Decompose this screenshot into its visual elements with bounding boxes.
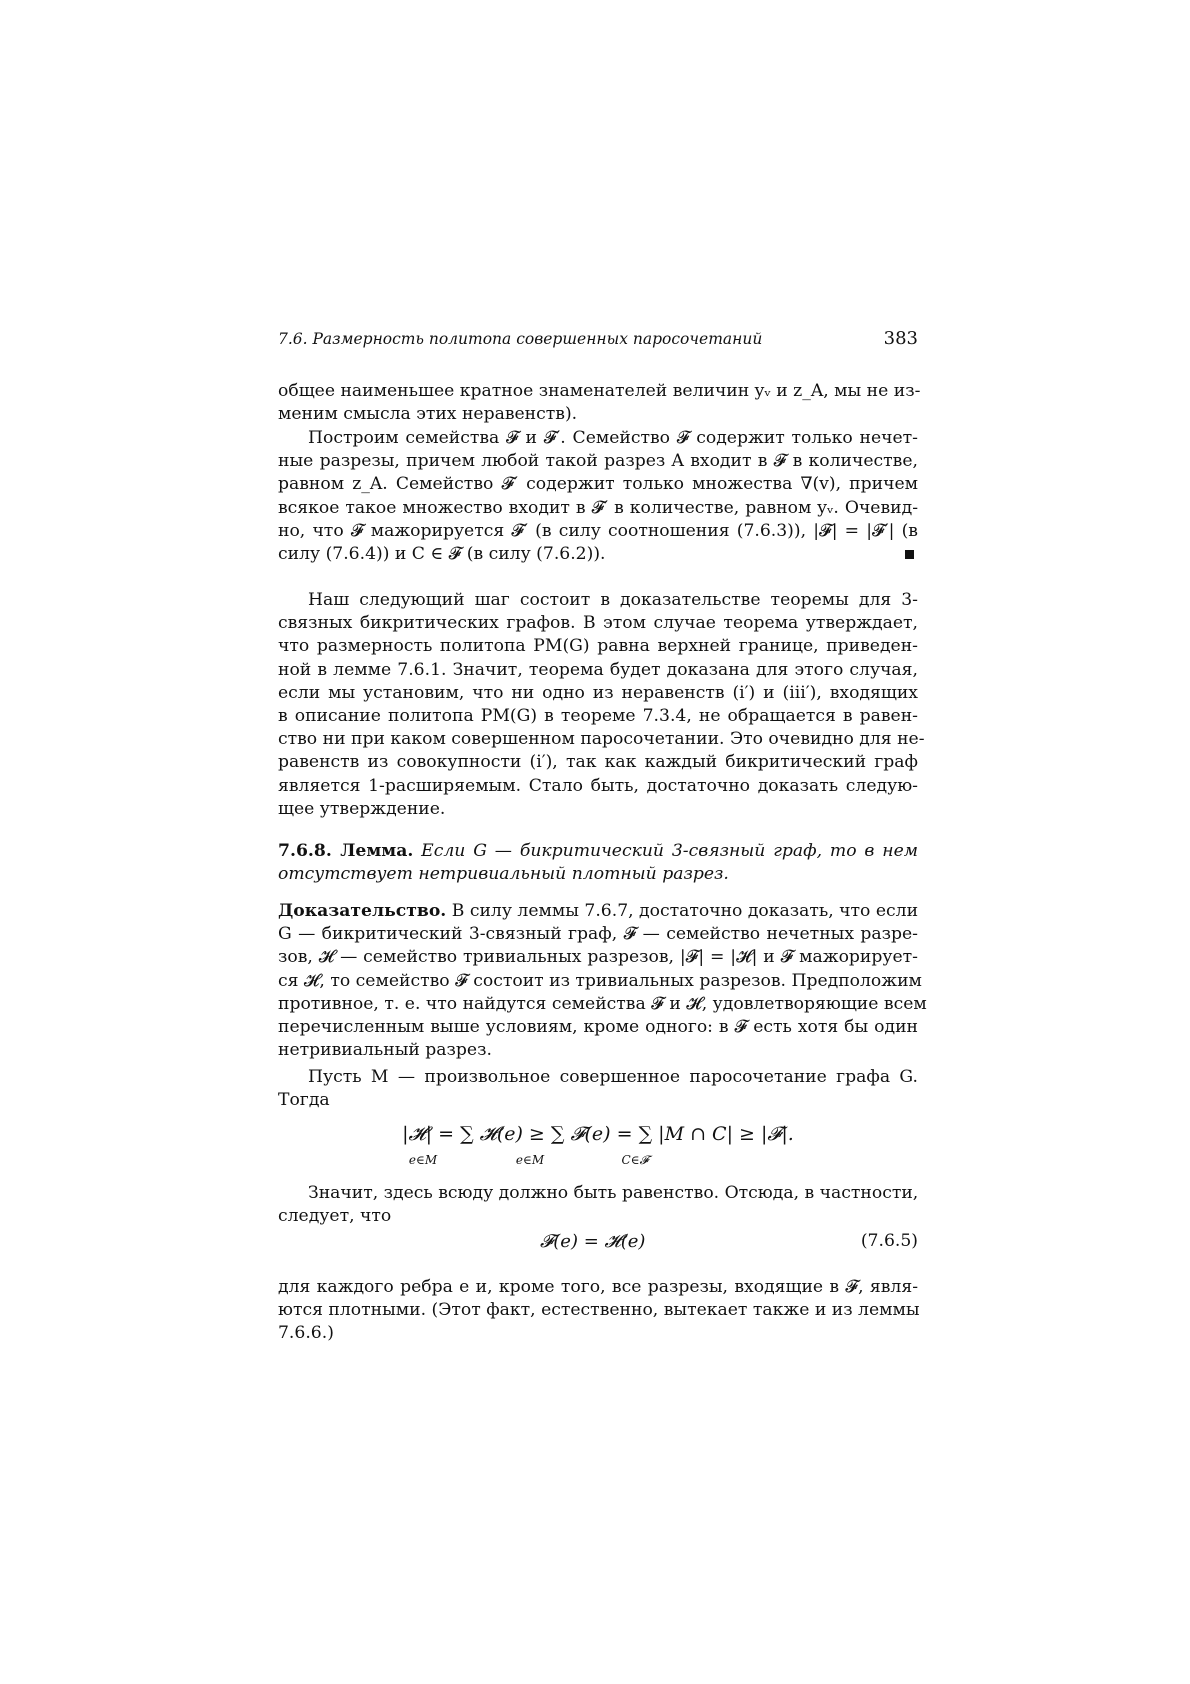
text-line: меним смысла этих неравенств). [278,404,578,425]
lemma-statement [278,840,918,886]
text-line: ются плотными. (Этот факт, естественно, вытекает также и из леммы [278,1300,920,1321]
sum-subscript: e∈M [515,1153,545,1167]
step-paragraph [278,589,925,821]
sum-formula [278,1114,918,1170]
proof-continuation [278,1066,918,1112]
lemma-label: 7.6.8. Лемма. [278,841,414,861]
text-line: 7.6.6.) [278,1323,334,1344]
text-line: ные разрезы, причем любой такой разрез A входит в 𝓕 в количестве, [278,451,918,472]
running-title: 7.6. Размерность политопа совершенных паросочетаний [278,330,763,348]
numbered-equation [278,1231,918,1257]
running-head [278,328,918,356]
lemma-text: отсутствует нетривиальный плотный разрез. [278,864,729,885]
text-line: Тогда [278,1090,330,1111]
sum-formula-text: |𝓗| = ∑ 𝓗(e) ≥ ∑ 𝓕(e) = ∑ |M ∩ C| ≥ |𝓕|. [402,1123,794,1145]
equation-number: (7.6.5) [860,1231,918,1251]
text-line: если мы установим, что ни одно из неравенств (i′) и (iii′), входящих [278,682,918,703]
text-line-with-qed [278,543,918,566]
intro-paragraph [278,380,921,426]
lemma-line [278,840,918,863]
text-line: Наш следующий шаг состоит в доказательстве теоремы для 3- [308,590,918,610]
text-line: силу (7.6.4)) и C ∈ 𝓕 (в силу (7.6.2)). [278,543,606,564]
sum-subscript: e∈M [408,1153,438,1167]
text-line: ной в лемме 7.6.1. Значит, теорема будет доказана для этого случая, [278,659,918,680]
sum-formula-graphic [278,1114,918,1170]
text-line: ся 𝓗, то семейство 𝓕 состоит из тривиальных разрезов. Предположим [278,970,922,991]
text-line: G — бикритический 3-связный граф, 𝓕 — семейство нечетных разре- [278,924,918,945]
equation-body: 𝓕(e) = 𝓗(e) [540,1231,646,1252]
text-line: что размерность политопа PM(G) равна верхней границе, приведен- [278,636,918,657]
text-line: является 1-расширяемым. Стало быть, достаточно доказать следую- [278,775,918,796]
text-line: следует, что [278,1206,392,1227]
text-line: Построим семейства 𝓕 и 𝓕′. Семейство 𝓕 содержит только нечет- [308,428,918,448]
sum-subscript: C∈𝓕 [621,1153,649,1167]
text-line: Значит, здесь всюду должно быть равенство. Отсюда, в частности, [308,1183,919,1203]
text-line: равенств из совокупности (i′), так как каждый бикритический граф [278,752,918,773]
proof-first-line [278,900,918,923]
construction-paragraph [278,427,918,566]
proof-label: Доказательство. [278,901,447,921]
text-line: ство ни при каком совершенном паросочетании. Это очевидно для не- [278,729,925,750]
text-line: связных бикритических графов. В этом случае теорема утверждает, [278,613,918,634]
text-line: но, что 𝓕 мажорируется 𝓕′ (в силу соотношения (7.6.3)), |𝓕| = |𝓕′| (в [278,520,918,541]
lemma-text: Если G — бикритический 3-связный граф, то в нем [421,841,918,861]
text-line: равном z_A. Семейство 𝓕′ содержит только множества ∇(v), причем [278,474,918,495]
text-line: для каждого ребра e и, кроме того, все разрезы, входящие в 𝓕, явля- [278,1277,918,1297]
text-line: Пусть M — произвольное совершенное паросочетание графа G. [308,1067,918,1087]
text-line: общее наименьшее кратное знаменателей величин yᵥ и z_A, мы не из- [278,381,921,401]
text-line: в описание политопа PM(G) в теореме 7.3.4, не обращается в равен- [278,705,918,726]
text-line: перечисленным выше условиям, кроме одного: в 𝓕 есть хотя бы один [278,1016,918,1037]
text-line: нетривиальный разрез. [278,1040,492,1061]
text-line: всякое такое множество входит в 𝓕′ в количестве, равном yᵥ. Очевид- [278,497,918,518]
page-number: 383 [883,328,918,349]
final-paragraph [278,1276,918,1346]
qed-square-icon [905,550,914,559]
conclusion-paragraph [278,1182,918,1228]
proof-paragraph [278,900,927,1062]
text-line: В силу леммы 7.6.7, достаточно доказать, что если [451,901,919,921]
text-line: зов, 𝓗 — семейство тривиальных разрезов, |𝓕| = |𝓗| и 𝓕 мажорирует- [278,947,918,968]
text-line: противное, т. е. что найдутся семейства 𝓕 и 𝓗, удовлетворяющие всем [278,993,927,1014]
text-line: щее утверждение. [278,798,446,819]
